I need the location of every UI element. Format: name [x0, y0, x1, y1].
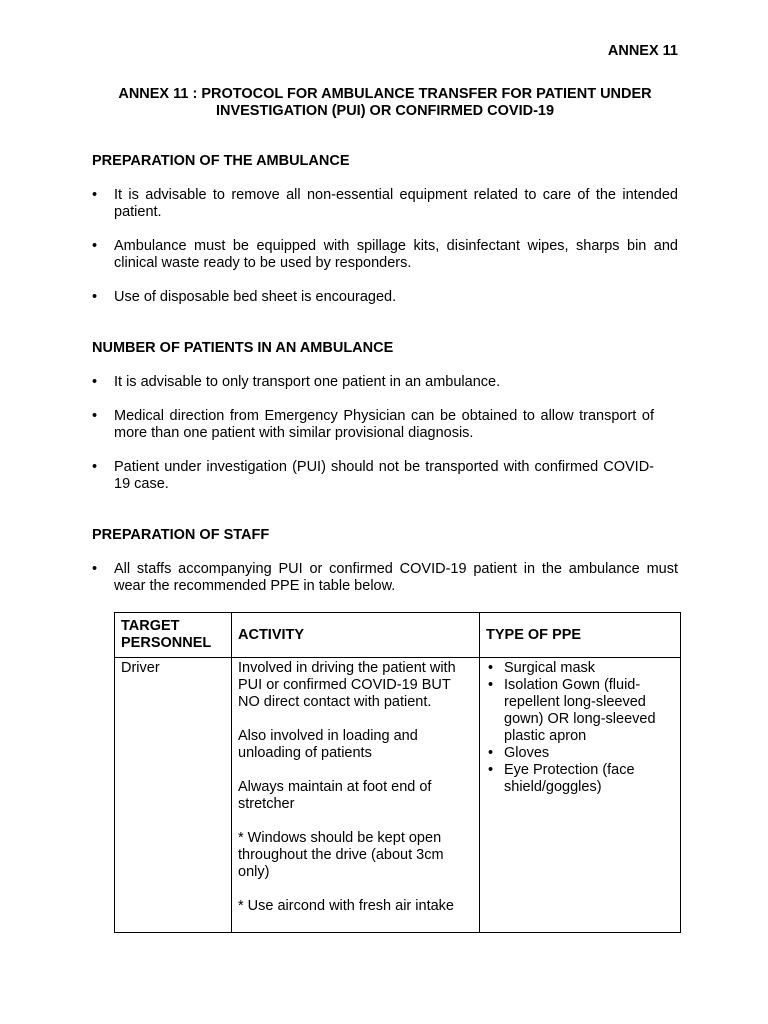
list-item: • It is advisable to remove all non-essential equipment related to care of the intended patient. — [92, 187, 678, 221]
ppe-table — [114, 612, 681, 933]
column-header-activity: ACTIVITY — [232, 613, 480, 658]
list-item: • Patient under investigation (PUI) should not be transported with confirmed COVID-19 case. — [92, 459, 654, 493]
list-number-of-patients — [92, 374, 678, 510]
ppe-list — [486, 660, 674, 796]
activity-line: Also involved in loading and unloading of patients — [238, 728, 418, 761]
document-title: ANNEX 11 : PROTOCOL FOR AMBULANCE TRANSFER FOR PATIENT UNDER INVESTIGATION (PUI) OR CONFIRMED COVID-19 — [118, 86, 652, 119]
list-item: • Medical direction from Emergency Physician can be obtained to allow transport of more than one patient with similar provisional diagnosis. — [92, 408, 654, 442]
table-header-row — [115, 613, 681, 658]
annex-label: ANNEX 11 — [607, 43, 678, 59]
table-row — [115, 658, 681, 933]
list-item: • All staffs accompanying PUI or confirmed COVID-19 patient in the ambulance must wear the recommended PPE in table below. — [92, 561, 678, 595]
column-header-target-personnel: TARGET PERSONNEL — [115, 613, 232, 658]
list-preparation-staff — [92, 561, 678, 612]
list-item: • Use of disposable bed sheet is encouraged. — [92, 289, 678, 306]
heading-preparation-ambulance: PREPARATION OF THE AMBULANCE — [92, 153, 350, 169]
column-header-type-of-ppe: TYPE OF PPE — [480, 613, 681, 658]
activity-line: Involved in driving the patient with PUI or confirmed COVID-19 BUT NO direct contact with patient. — [238, 660, 456, 710]
ppe-item: • Surgical mask — [486, 660, 674, 677]
activity-line: Always maintain at foot end of stretcher — [238, 779, 432, 812]
list-item: • Ambulance must be equipped with spillage kits, disinfectant wipes, sharps bin and clinical waste ready to be used by responders. — [92, 238, 678, 272]
activity-line: * Windows should be kept open throughout the drive (about 3cm only) — [238, 830, 444, 880]
cell-ppe — [480, 658, 681, 933]
activity-line: * Use aircond with fresh air intake — [238, 898, 454, 914]
ppe-item: • Eye Protection (face shield/goggles) — [486, 762, 674, 796]
list-item: • It is advisable to only transport one patient in an ambulance. — [92, 374, 654, 391]
cell-activity — [232, 658, 480, 933]
cell-personnel: Driver — [115, 658, 232, 933]
ppe-item: • Gloves — [486, 745, 674, 762]
heading-number-of-patients: NUMBER OF PATIENTS IN AN AMBULANCE — [92, 340, 394, 356]
ppe-item: • Isolation Gown (fluid-repellent long-sleeved gown) OR long-sleeved plastic apron — [486, 677, 674, 745]
list-preparation-ambulance — [92, 187, 678, 323]
heading-preparation-staff: PREPARATION OF STAFF — [92, 527, 270, 543]
